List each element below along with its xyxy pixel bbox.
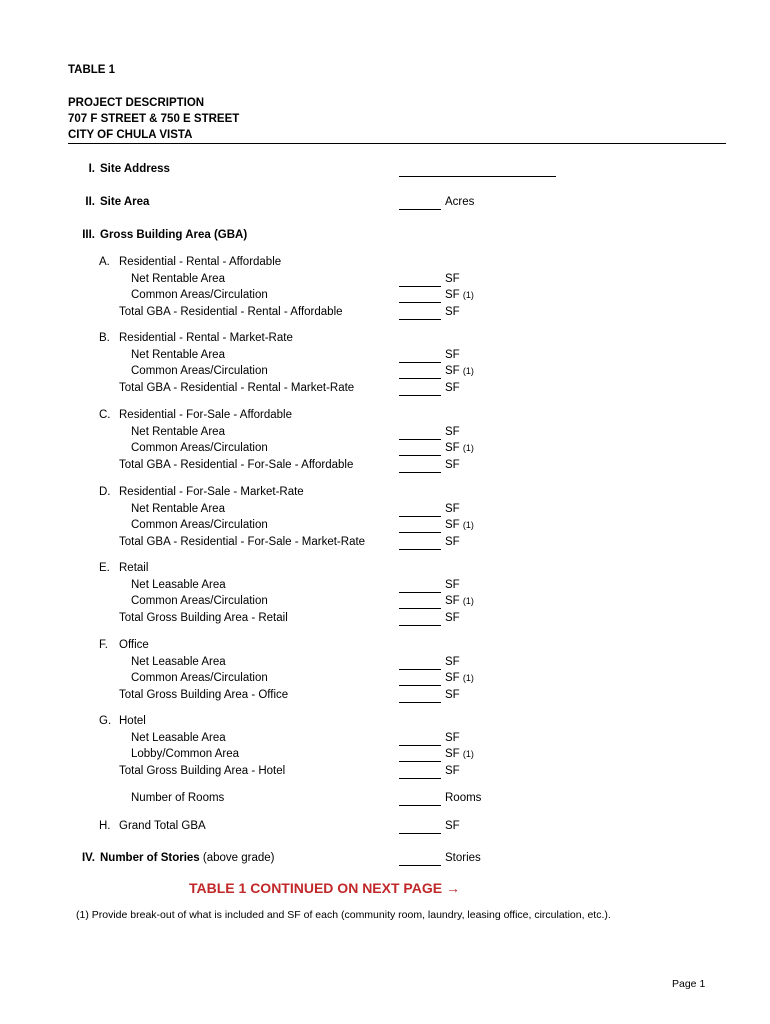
group-letter: G. (99, 715, 112, 727)
value-field[interactable] (399, 439, 441, 440)
row-label: Net Leasable Area (131, 731, 226, 744)
site-address-label: Site Address (100, 163, 170, 175)
unit-text: SF (445, 458, 460, 471)
row-unit (445, 441, 474, 455)
unit-text: SF (445, 365, 460, 377)
section-number: III. (82, 229, 95, 241)
footnote-ref: (1) (462, 749, 474, 759)
section-number: II. (85, 196, 95, 208)
group-title: Residential - Rental - Affordable (119, 256, 282, 268)
row-label: Common Areas/Circulation (131, 442, 268, 454)
page-title: PROJECT DESCRIPTION (68, 97, 205, 109)
row-unit (445, 611, 460, 625)
group-title: Residential - For-Sale - Market-Rate (119, 486, 304, 498)
row-unit (445, 272, 460, 286)
unit-text: SF (445, 272, 460, 285)
group-total-label: Total Gross Building Area - Retail (119, 611, 288, 624)
value-field[interactable] (399, 702, 441, 703)
section-number: I. (88, 163, 95, 175)
row-label: Common Areas/Circulation (131, 365, 268, 377)
row-unit (445, 764, 460, 778)
group-total-label: Total GBA - Residential - Rental - Market-Rate (119, 381, 355, 394)
table-label: TABLE 1 (68, 64, 116, 76)
value-field[interactable] (399, 286, 441, 287)
row-label: Lobby/Common Area (131, 748, 240, 760)
footnote: (1) Provide break-out of what is included and SF of each (community room, laundry, leasing office, circulation, etc.). (76, 909, 611, 921)
stories-unit: Stories (445, 852, 481, 864)
group-total-label: Total GBA - Residential - For-Sale - Market-Rate (119, 535, 366, 548)
footnote-ref: (1) (462, 443, 474, 453)
row-label: Common Areas/Circulation (131, 595, 268, 607)
value-field[interactable] (399, 745, 441, 746)
group-total-label: Total Gross Building Area - Office (119, 688, 289, 701)
stories-field[interactable] (399, 865, 441, 866)
unit-text: SF (445, 578, 460, 591)
gba-label: Gross Building Area (GBA) (100, 229, 248, 241)
unit-text: SF (445, 519, 460, 531)
unit-text: SF (445, 764, 460, 777)
row-unit (445, 425, 460, 439)
grand-total-label: Grand Total GBA (119, 820, 206, 832)
row-unit (445, 655, 460, 669)
section-number: IV. (81, 852, 95, 864)
group-letter: A. (99, 256, 110, 268)
unit-text: SF (445, 502, 460, 515)
unit-text: SF (445, 731, 460, 744)
row-label: Net Rentable Area (131, 348, 225, 361)
row-unit (445, 688, 460, 702)
address-line: 707 F STREET & 750 E STREET (68, 113, 240, 125)
site-area-field[interactable] (399, 209, 441, 210)
site-address-field[interactable] (399, 176, 556, 177)
value-field[interactable] (399, 362, 441, 363)
row-unit (445, 381, 460, 395)
row-unit (445, 578, 460, 592)
value-field[interactable] (399, 532, 441, 533)
rooms-unit: Rooms (445, 792, 482, 804)
group-title: Retail (119, 562, 149, 574)
rooms-label: Number of Rooms (131, 792, 225, 804)
grand-total-letter: H. (99, 820, 111, 832)
value-field[interactable] (399, 592, 441, 593)
stories-label-suffix: (above grade) (199, 852, 275, 864)
row-unit (445, 731, 460, 745)
group-title: Residential - Rental - Market-Rate (119, 332, 293, 344)
row-unit (445, 502, 460, 516)
row-unit (445, 305, 460, 319)
row-unit (445, 518, 474, 532)
group-letter: F. (99, 639, 108, 651)
group-letter: D. (99, 486, 111, 498)
group-title: Residential - For-Sale - Affordable (119, 409, 293, 421)
row-unit (445, 535, 460, 549)
stories-label: Number of Stories (100, 852, 200, 864)
footnote-ref: (1) (462, 673, 474, 683)
city-line: CITY OF CHULA VISTA (68, 129, 193, 141)
row-label: Common Areas/Circulation (131, 289, 268, 301)
value-field[interactable] (399, 761, 441, 762)
group-title: Office (119, 639, 149, 651)
row-label: Net Rentable Area (131, 425, 225, 438)
group-total-label: Total GBA - Residential - Rental - Affordable (119, 305, 343, 318)
unit-text: SF (445, 381, 460, 394)
group-total-label: Total GBA - Residential - For-Sale - Affordable (119, 458, 354, 471)
header-divider (68, 143, 726, 144)
footnote-ref: (1) (462, 596, 474, 606)
value-field[interactable] (399, 549, 441, 550)
unit-text: SF (445, 595, 460, 607)
unit-text: SF (445, 289, 460, 301)
row-label: Net Rentable Area (131, 272, 225, 285)
group-title: Hotel (119, 715, 146, 727)
unit-text: SF (445, 672, 460, 684)
row-unit (445, 594, 474, 608)
value-field[interactable] (399, 395, 441, 396)
footnote-ref: (1) (462, 366, 474, 376)
unit-text: SF (445, 535, 460, 548)
rooms-field[interactable] (399, 805, 441, 806)
unit-text: SF (445, 655, 460, 668)
row-label: Net Leasable Area (131, 578, 226, 591)
unit-text: SF (445, 748, 460, 760)
unit-text: SF (445, 611, 460, 624)
row-label: Common Areas/Circulation (131, 672, 268, 684)
row-label: Net Leasable Area (131, 655, 226, 668)
row-unit (445, 364, 474, 378)
grand-total-unit: SF (445, 820, 460, 832)
page-number: Page 1 (672, 978, 706, 990)
row-unit (445, 288, 474, 302)
site-area-label: Site Area (100, 196, 150, 208)
group-letter: C. (99, 409, 111, 421)
continued-notice: TABLE 1 CONTINUED ON NEXT PAGE → (189, 880, 460, 896)
value-field[interactable] (399, 516, 441, 517)
footnote-ref: (1) (462, 520, 474, 530)
footnote-ref: (1) (462, 290, 474, 300)
row-unit (445, 458, 460, 472)
row-label: Common Areas/Circulation (131, 519, 268, 531)
group-letter: E. (99, 562, 110, 574)
value-field[interactable] (399, 472, 441, 473)
group-total-label: Total Gross Building Area - Hotel (119, 764, 286, 777)
site-area-unit: Acres (445, 196, 475, 208)
row-unit (445, 747, 474, 761)
value-field[interactable] (399, 455, 441, 456)
unit-text: SF (445, 442, 460, 454)
value-field[interactable] (399, 378, 441, 379)
value-field[interactable] (399, 669, 441, 670)
stories-label-wrap (100, 851, 274, 865)
unit-text: SF (445, 348, 460, 361)
unit-text: SF (445, 425, 460, 438)
value-field[interactable] (399, 778, 441, 779)
value-field[interactable] (399, 685, 441, 686)
row-unit (445, 348, 460, 362)
value-field[interactable] (399, 625, 441, 626)
unit-text: SF (445, 688, 460, 701)
value-field[interactable] (399, 319, 441, 320)
row-unit (445, 671, 474, 685)
group-letter: B. (99, 332, 110, 344)
unit-text: SF (445, 305, 460, 318)
value-field[interactable] (399, 608, 441, 609)
value-field[interactable] (399, 302, 441, 303)
grand-total-field[interactable] (399, 833, 441, 834)
row-label: Net Rentable Area (131, 502, 225, 515)
